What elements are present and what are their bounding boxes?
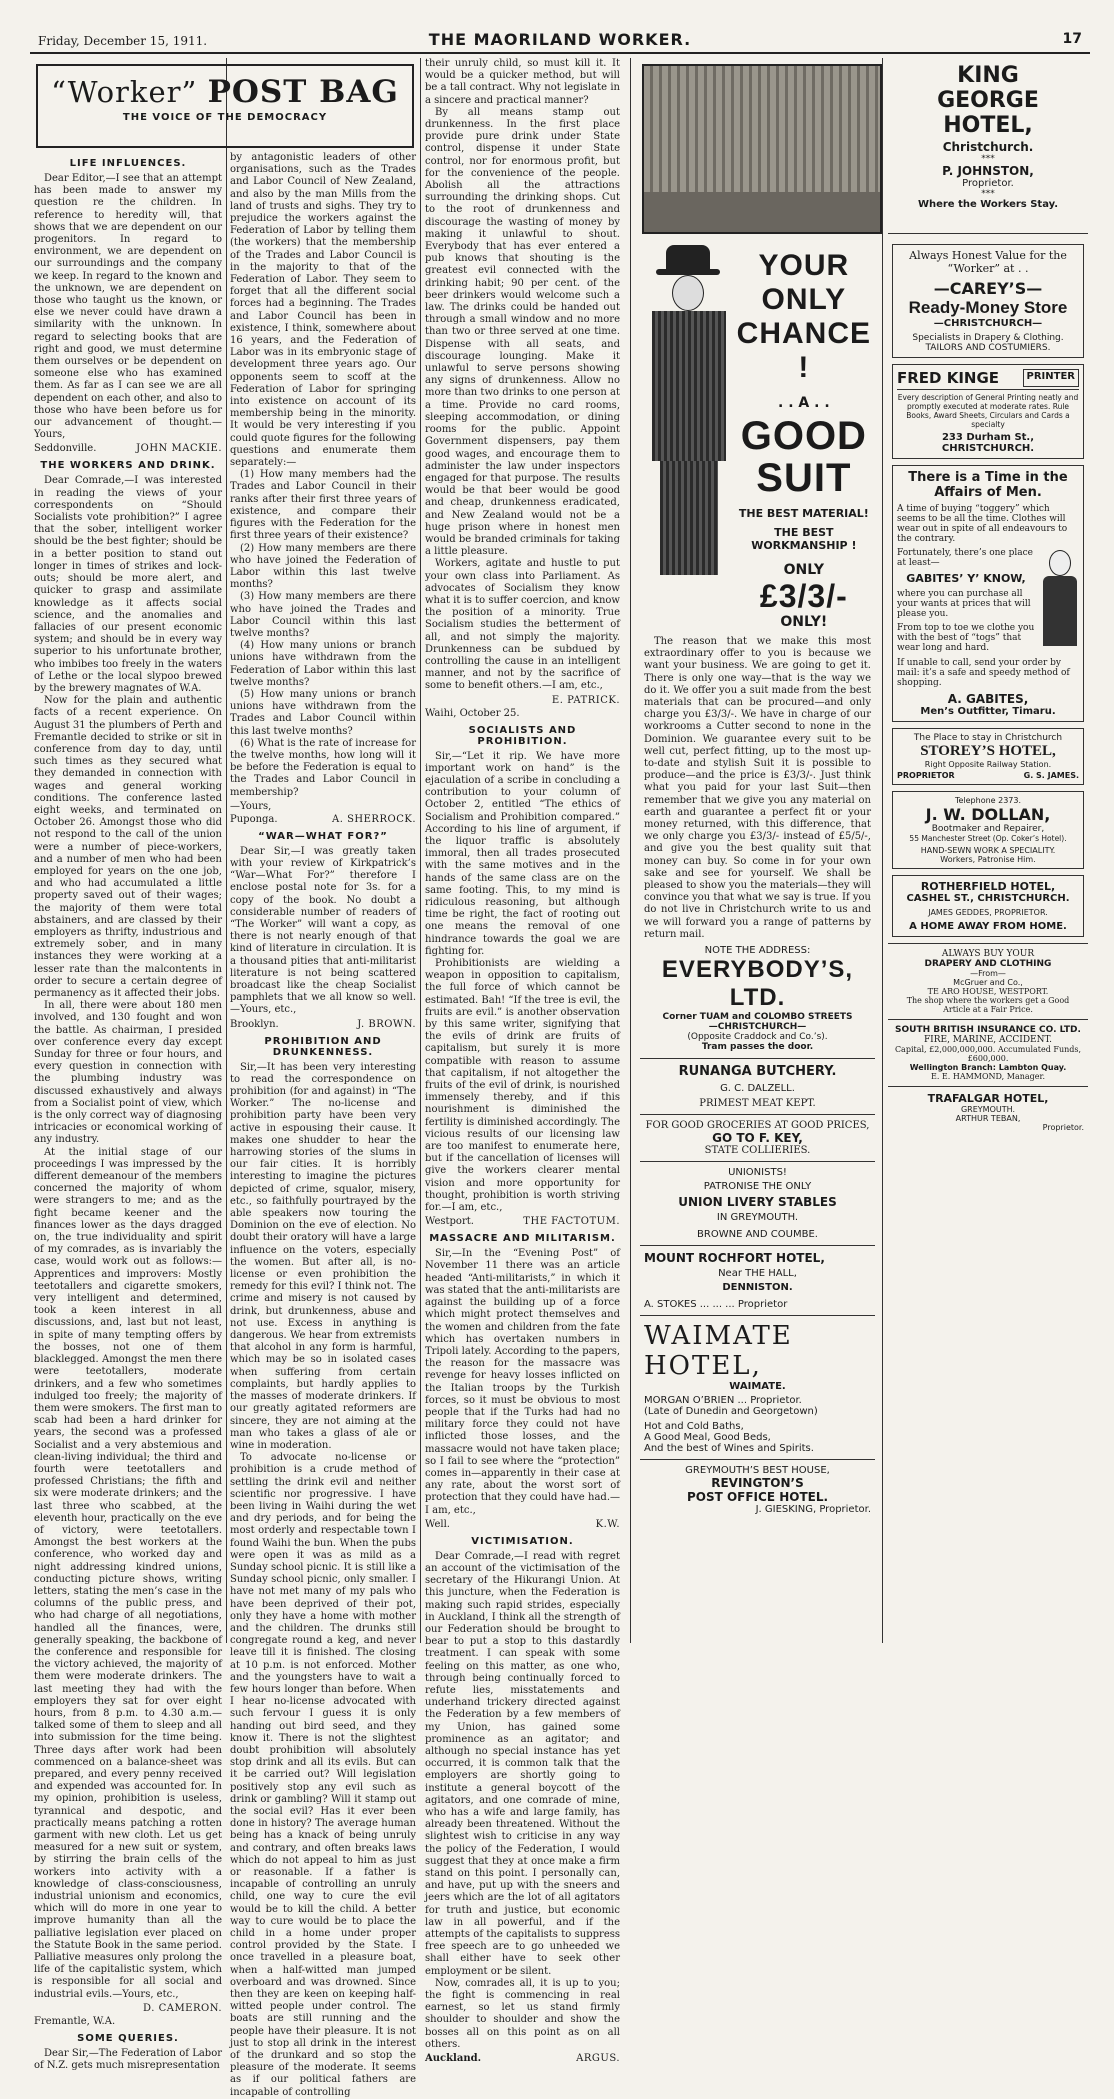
ad-proprietor: Proprietor.: [962, 178, 1014, 189]
ad-title: MOUNT ROCHFORT HOTEL,: [644, 1251, 825, 1266]
rotherfield-hotel-ad: [892, 875, 1084, 937]
article-paragraph: Sir,—It has been very interesting to read the correspondence on prohibition (for and against) in “The Worker.” The no-license and prohibition party have been very active in espousing their cause. It makes one shudder to hear the harrowing stories of the slums in our fair cities. It is horribly interesting to imagine the pictures depicted of crime, squalor, misery, etc., so faithfully pourtrayed by the able speakers now touring the Dominion on the eve of election. No doubt their oratory will have a large influence on the voters, especially the women. But after all, is no-license or even prohibition the remedy for this evil? I think not. The crime and misery is not caused by drink, but drunkenness, abuse and not use. Excess in anything is dangerous. We hear from extremists that alcohol in any form is harmful, which may be so in isolated cases when suffering from certain complaints, but hardly applies to the masses of moderate drinkers. If our greatly agitated reformers are sincere, they are not aiming at the man who takes a glass of ale or wine in moderation.: [230, 1061, 416, 1451]
ad-only-2: ONLY!: [780, 614, 828, 630]
newspaper-name: THE MAORILAND WORKER.: [428, 30, 692, 49]
ad-body-text: The reason that we make this most extraordinary offer to you is because we want your business. We are going to get it. There is only one way—that is the way we do it. We offer you a suit made from the best materials that can be procured—and only charge you £3/3/-. We have in charge of our workrooms a Cutter second to none in the Dominion. We guarantee every suit to be well cut, perfect fitting, up to the most up-to-date and stylish Suit it is possible to produce—and the price is £3/3/-. Just think what you paid for your last Suit—then remember that we give you any material on earth and guarantee a perfect fit or your money returned, with this difference, that we only charge you £3/3/- instead of £5/5/-, and give you the best quality suit that money can buy. So come in for your own sake and see for yourself. We shall be pleased to show you the materials—they will convince you that what we say is true. If you do not live in Christchurch write to us and we will forward you a range of patterns by return mail.: [644, 636, 871, 940]
ad-only: ONLY: [783, 562, 825, 578]
letter-signature: [425, 1519, 620, 1530]
signature-name: E. PATRICK.: [551, 694, 620, 706]
signature-name: ARGUS.: [576, 2053, 620, 2065]
ad-name: ROTHERFIELD HOTEL,: [920, 880, 1056, 893]
article-paragraph: At the initial stage of our proceedings I was impressed by the different demeanour of the members concerned the majority of whom were strangers to me; and as the fight became keener and the finances lower as the days dragged on, the true individuality and spirit of my comrades, as is invariably the case, would work out as follows:—Apprentices and improvers: Mostly teetotallers and cigarette smokers, very intelligent and determined, took a keen interest in all discussions, and, last but not least, in spite of many tempting offers by the bosses, not one of them blacklegged. Amongst the men there were teetotallers, moderate drinkers, and a few who sometimes indulged too freely; the majority of them were smokers. The first man to scab had been a hard drinker for years, the second was a professed Socialist and a very abstemious and clean-living individual; the third and fourth were teetotallers and professed Christians; the fifth and six were moderate drinkers; and the last three who scabbed, at the eleventh hour, practically on the eve of victory, were teetotallers. Amongst the best workers at the conference, who worked day and night addressing kindred unions, conducting picture shows, writing letters, stating the men’s case in the columns of the public press, and who had charge of all negotiations, handled all the finances, were, generally speaking, the backbone of the conference and responsible for the victory achieved, the majority of them were moderate drinkers. The last meeting they had with the employers they sat for over eight hours, from 8 p.m. to 4.30 a.m.—talked some of them to sleep and all into submission for the time being. Three days after work had been commenced on a balance-sheet was prepared, and every penny received and expended was accounted for. In my opinion, prohibition is useless, tyrannical and despotic, and practically means patching a rotten garment with new cloth. Let us get measured for a new suit or system, by stirring the brain cells of the workers into activity with a knowledge of class-consciousness, industrial unionism and economics, which will do more in one year to improve humanity than all the palliative legislation ever placed on the Statute Book in the same period. Palliative measures only prolong the life of the capitalistic system, which is responsible for all social and industrial evils.—Yours, etc.,: [34, 1146, 222, 2000]
letter-signature: [230, 1019, 416, 1030]
page-header: [30, 28, 1090, 54]
page-number: 17: [1062, 31, 1082, 47]
article-heading: LIFE INFLUENCES.: [69, 158, 187, 169]
ad-line: And the best of Wines and Spirits.: [644, 1443, 814, 1455]
letter-signature-place: [425, 708, 620, 719]
ad-name: GABITES’ Y’ KNOW,: [906, 572, 1026, 585]
letter-signature: [230, 814, 416, 825]
ad-name: STOREY’S HOTEL,: [920, 743, 1056, 759]
signature-place: Auckland.: [425, 2053, 482, 2065]
post-bag-title: [38, 74, 412, 110]
ad-proprietor-name: G. S. JAMES.: [1023, 771, 1079, 780]
ad-line: UNION LIVERY STABLES: [678, 1195, 837, 1210]
ad-line: If unable to call, send your order by mail: it’s a safe and speedy method of shopping.: [897, 658, 1070, 688]
letter-signature: [34, 443, 222, 454]
ad-line: Capital, £2,000,000,000. Accumulated Funds, £600,000.: [894, 1045, 1082, 1063]
article-paragraph: Now, comrades all, it is up to you; the fight is commencing in real earnest, so let us stand firmly shoulder to shoulder and show the bosses all on this point as on all others.: [425, 1977, 620, 2050]
ad-good-suit: GOOD SUIT: [740, 414, 867, 500]
article-paragraph: Now for the plain and authentic facts of a recent experience. On August 31 the plumbers of Perth and Fremantle decided to strike or sit in conference from day to day, until such times as they secured what they demanded in connection with wages and general working conditions. The conference lasted eight weeks, and terminated on October 26. Amongst those who did not respond to the call of the union were a number of piece-workers, and a number of men who had been employed for years on the one job, and who had accumulated a little property saved out of their wages; the majority of them were total abstainers, and are classed by their employers as thrifty, industrious and extremely sober, and in many instances they were working at a lesser rate than the malcontents in order to secure a certain degree of permanency as it affected their jobs.: [34, 695, 222, 999]
column-rule: [630, 58, 631, 1643]
ad-note-address: NOTE THE ADDRESS:: [704, 945, 811, 957]
ad-line: A. STOKES ... ... ... Proprietor: [644, 1299, 788, 1311]
ad-line: (Late of Dunedin and Georgetown): [644, 1406, 818, 1418]
ad-line: E. E. HAMMOND, Manager.: [931, 1072, 1045, 1081]
article-paragraph: Sir,—In the “Evening Post” of November 11 there was an article headed “Anti-militarists,” in which it was stated that the anti-militarists are against the building up of a force which might protect themselves and the women and children from the fate which has overtaken numbers in Tripoli lately. According to the papers, the reason for the massacre was revenge for heavy losses inflicted on the Italian troops by the Turkish forces, so it must be obvious to most people that if the Turks had had no military force they could not have inflicted those losses, and the massacre would not have taken place; so I fail to see where the “protection” comes in—apparently in their case at any rate, about the worst sort of protection that they could have had.—I am, etc.,: [425, 1248, 621, 1516]
post-bag-banner: [36, 64, 414, 148]
article-paragraph: their unruly child, so must kill it. It would be a quicker method, but will be a tall contract. Why not legislate in a sincere and practical manner?: [425, 58, 620, 106]
ad-store: Ready-Money Store: [908, 298, 1068, 317]
ad-proprietor-label: PROPRIETOR: [897, 771, 955, 780]
letter-signature-place: [34, 2016, 222, 2027]
mcgruer-drapery-ad: [888, 943, 1088, 1020]
column-rule: [882, 58, 883, 1643]
ad-best-material: THE BEST MATERIAL!: [738, 507, 869, 520]
ad-line: 55 Manchester Street (Op. Coker’s Hotel).: [909, 834, 1067, 843]
trafalgar-hotel-ad: [888, 1087, 1088, 1137]
ad-line: HAND-SEWN WORK A SPECIALITY.: [920, 846, 1056, 855]
king-george-hotel-illustration: [642, 64, 882, 234]
signature-place: Seddonville.: [34, 443, 97, 455]
signature-closing: —Yours,: [230, 800, 272, 812]
post-bag-title-main: POST BAG: [207, 74, 399, 110]
ad-line: FOR GOOD GROCERIES AT GOOD PRICES,: [645, 1120, 870, 1132]
article-heading: MASSACRE AND MILITARISM.: [429, 1233, 616, 1245]
signature-place: Westport.: [425, 1216, 474, 1228]
ad-signature: A. GABITES,: [947, 692, 1029, 706]
ad-city: —CHRISTCHURCH—: [708, 1022, 807, 1033]
ad-line: A Good Meal, Good Beds,: [644, 1432, 771, 1444]
ad-headline: YOUR ONLY CHANCE !: [736, 249, 872, 384]
ad-line: Fortunately, there’s one place at least—: [897, 548, 1033, 568]
ad-trade: PRINTER: [1023, 369, 1079, 387]
mount-rochfort-hotel-ad: [640, 1246, 875, 1316]
ad-line: POST OFFICE HOTEL.: [686, 1490, 829, 1505]
signature-place: Puponga.: [230, 813, 278, 825]
ad-line: —From—: [970, 969, 1006, 978]
ad-line: Near THE HALL,: [718, 1268, 797, 1280]
ad-line: GEORGE: [937, 88, 1039, 113]
question-1: (1) How many members had the Trades and Labor Council in their ranks after their first three years of existence, and compare their figures with the Federation for the first three years of their existence?: [230, 469, 416, 542]
ad-line: STATE COLLIERIES.: [704, 1145, 811, 1157]
signature-place: Brooklyn.: [230, 1018, 279, 1030]
ad-price: £3/3/-: [759, 578, 848, 614]
ad-line: Bootmaker and Repairer,: [931, 824, 1045, 834]
ad-line: McGruer and Co.,: [953, 978, 1023, 987]
ad-slogan: A HOME AWAY FROM HOME.: [909, 921, 1067, 932]
careys-store-ad: [892, 244, 1084, 358]
ad-a: . . A . .: [778, 395, 830, 411]
signature-place: Well.: [425, 1518, 450, 1530]
f-key-groceries-ad: [640, 1115, 875, 1162]
ad-separator: ***: [981, 189, 995, 199]
man-in-suit-illustration: [644, 245, 733, 575]
column-2: [226, 152, 420, 2098]
letter-signature: [425, 695, 620, 706]
ad-line: FIRE, MARINE, ACCIDENT.: [923, 1035, 1053, 1045]
ad-owner: P. JOHNSTON,: [942, 164, 1034, 178]
ad-name: FRED KINGE: [897, 369, 1000, 387]
runanga-butchery-ad: [640, 1059, 875, 1115]
ad-line: A time of buying “toggery” which seems to be all the time. Clothes will wear out in spite of all endeavours to the contrary.: [897, 504, 1068, 544]
ad-name: —CAREY’S—: [933, 279, 1043, 298]
ad-line: BROWNE AND COUMBE.: [697, 1229, 818, 1241]
signature-place: Waihi, October 25.: [425, 707, 520, 719]
article-heading: PROHIBITION AND DRUNKENNESS.: [264, 1035, 382, 1058]
column-4: [640, 240, 875, 1643]
article-heading: “WAR—WHAT FOR?”: [258, 830, 388, 842]
storeys-hotel-ad: [892, 728, 1084, 785]
ad-line: KING: [957, 63, 1019, 88]
ad-line: PATRONISE THE ONLY: [703, 1181, 812, 1193]
ad-line: ARTHUR TEBAN,: [955, 1114, 1021, 1123]
everybodys-suit-ad: [640, 240, 875, 1059]
post-bag-subtitle: THE VOICE OF THE DEMOCRACY: [122, 112, 328, 123]
ad-line: TE ARO HOUSE, WESTPORT.: [927, 987, 1049, 996]
gentleman-illustration: [1039, 544, 1079, 654]
ad-line: The shop where the workers get a Good Article at a Fair Price.: [906, 996, 1070, 1014]
article-paragraph: Workers, agitate and hustle to put your own class into Parliament. As advocates of Socialism they know what it is to suffer coercion, and know the position of a minority. True Socialism studies the betterment of all, and not simply the majority. Drunkenness can be subdued by controlling the cause in an intelligent manner, and not by the sacrifice of some to benefit others.—I am, etc.,: [425, 558, 620, 692]
ad-line: WAIMATE.: [729, 1381, 786, 1393]
ad-line: REVINGTON’S: [711, 1476, 804, 1491]
ad-opposite: (Opposite Craddock and Co.’s).: [687, 1032, 828, 1043]
signature-name: JOHN MACKIE.: [136, 443, 222, 455]
ad-owner: G. C. DALZELL.: [720, 1083, 795, 1095]
ad-line: where you can purchase all your wants at prices that will please you.: [897, 589, 1031, 619]
column-3: [420, 58, 625, 2065]
signature-name: THE FACTOTUM.: [523, 1216, 620, 1228]
ad-line: J. GIESKING, Proprietor.: [755, 1504, 871, 1516]
article-paragraph: In all, there were about 180 men involved, and 130 fought and won the battle. As chairman, I presided over conference every day except Sunday for three or four hours, and every question in connection with the plumbing industry was discussed exhaustively and always from a Socialist point of view, which is the only correct way of diagnosing intricacies or economical working of any industry.: [34, 1000, 222, 1146]
ad-line: Telephone 2373.: [954, 796, 1022, 805]
ad-line: TAILORS AND COSTUMIERS.: [925, 343, 1051, 353]
article-paragraph: Dear Comrade,—I read with regret an account of the victimisation of the secretary of the Hikurangi Union. At this juncture, when the Federation is making such rapid strides, especially in Auckland, I think all the strength of our Federation should be brought to bear to put a stop to this dastardly treatment. I can speak with some feeling on this matter, as one who, through being continually forced to refute lies, misstatements and underhand trickery directed against the Federation by a few members of my Union, has gained some prominence as an agitator; and although no special instance has yet occurred, it is common talk that the employers are shortly going to institute a general boycott of the agitators, and one comrade of mine, who has a wife and large family, has already been threatened. Without the slightest wish to criticise in any way the policy of the Federation, I would suggest that they at once make a firm stand on this point. I personally can, and have, put up with the sneers and jeers which are the lot of all agitators for truth and justice, but economic law in all powerful, and if the attempts of the capitalists to suppress free speech are to go unheeded we shall either have to seek other employment or be silent.: [425, 1550, 620, 1977]
post-bag-title-quote: “Worker”: [51, 75, 198, 109]
ad-line: UNIONISTS!: [728, 1167, 787, 1179]
ad-slogan: Where the Workers Stay.: [917, 199, 1059, 210]
article-paragraph: Dear Editor,—I see that an attempt has been made to answer my question re the children. In reference to heredity will, that shows that we are dependent on our progenitors. In regard to environment, we are dependent on our surroundings and the company we keep. In regard to the known and the unknown, we are dependent on those who taught us the known, or else we never could have drawn a similarity with the unknown. In regard to selecting books that are right and good, we must determine them ourselves or be dependent on someone else who has examined them. As far as I can see we are all dependent on each other, and also to those who have been before us for our advancement of thought.—Yours,: [34, 173, 222, 441]
question-2: (2) How many members are there who have joined the Federation of Labor within this last twelve months?: [230, 542, 416, 591]
post-office-hotel-ad: [640, 1460, 875, 1520]
ad-line: GO TO F. KEY,: [712, 1131, 803, 1146]
ad-name: SOUTH BRITISH INSURANCE CO. LTD.: [895, 1025, 1081, 1035]
ad-line: ALWAYS BUY YOUR: [941, 949, 1035, 959]
ad-line: CASHEL ST., CHRISTCHURCH.: [906, 893, 1070, 904]
gabites-outfitter-ad: [892, 465, 1084, 722]
ad-line: Specialists in Drapery & Clothing.: [912, 333, 1064, 343]
letter-signature: [230, 801, 416, 812]
ad-line: JAMES GEDDES, PROPRIETOR.: [928, 908, 1048, 917]
dollan-bootmaker-ad: [892, 791, 1084, 869]
article-heading: THE WORKERS AND DRINK.: [40, 460, 216, 472]
article-paragraph: Prohibitionists are wielding a weapon in opposition to capitalism, the full force of which cannot be estimated. Bah! “If the tree is evil, the fruits are evil.” is another observation by this same writer, signifying that the evils of drink are fruits of capitalism, but surely it is more compatible with reason to assume that capitalism, if not altogether the fruits of the evil of drink, is nourished immensely thereby, and if this nourishment is diminished the fertility is diminished accordingly. The vicious results of our licensing law are too manifest to enumerate here, but if the cancellation of licenses will give the workers clearer mental vision and more opportunity for thought, prohibition is worth striving for.—I am, etc.,: [425, 958, 620, 1214]
column-5: [888, 58, 1088, 1643]
question-6: (6) What is the rate of increase for the twelve months, how long will it be before the Federation is equal to the Trades and Labor Council in membership?: [230, 737, 416, 798]
question-4: (4) How many unions or branch unions have withdrawn from the Federation of Labor within this last twelve months?: [230, 640, 416, 688]
signature-name: A. SHERROCK.: [331, 813, 416, 825]
article-heading: VICTIMISATION.: [471, 1535, 574, 1547]
ad-signature-2: Men’s Outfitter, Timaru.: [920, 706, 1056, 717]
union-livery-stables-ad: [640, 1162, 875, 1246]
ad-title: There is a Time in the Affairs of Men.: [908, 470, 1068, 500]
ad-line: GREYMOUTH’S BEST HOUSE,: [685, 1465, 830, 1477]
question-5: (5) How many unions or branch unions have withdrawn from the Trades and Labor Council within this last twelve months?: [230, 688, 416, 737]
article-heading: SOCIALISTS AND PROHIBITION.: [468, 724, 577, 747]
ad-line: MORGAN O’BRIEN ... Proprietor.: [644, 1395, 802, 1407]
article-paragraph: Dear Comrade,—I was interested in reading the views of your correspondents on “Should Socialists vote prohibition?” I agree that the sober, intelligent worker should be the best fighter; should be in a better position to stand out longer in times of strikes and lock-outs; should be more alert, and quicker to grasp and assimilate knowledge as it affects social science, and the anomalies and fallacies of our present economic system; and should be in every way superior to his unfortunate brother, who imbibes too freely in the waters of Lethe or the local slypoo brewed by the brewery magnates of W.A.: [34, 475, 222, 694]
signature-name: D. CAMERON.: [143, 2002, 222, 2014]
ad-tram: Tram passes the door.: [701, 1042, 814, 1053]
ad-title: WAIMATE HOTEL,: [644, 1321, 793, 1382]
ad-line: Always Honest Value for the “Worker” at . .: [909, 249, 1067, 275]
ad-line: HOTEL,: [943, 113, 1033, 138]
ad-separator: ***: [981, 154, 995, 164]
king-george-hotel-ad: [888, 58, 1088, 234]
waimate-hotel-ad: [640, 1316, 875, 1460]
ad-desc: Every description of General Printing neatly and promptly executed at moderate rates. Rule Books, Award Sheets, Circulars and Cards a specialty: [897, 393, 1079, 429]
ad-address: 233 Durham St., CHRISTCHURCH.: [941, 432, 1035, 454]
ad-best-workmanship: THE BEST WORKMANSHIP !: [751, 526, 857, 552]
letter-signature: [34, 2003, 222, 2014]
article-paragraph: By all means stamp out drunkenness. In the first place provide pure drink under State control, dispense it under State control, nor for enormous profit, but for the convenience of the people. Abolish all the attractions surrounding the drinking shops. Cut to the root of drunkenness and discourage the wasting of money by making it unlawful to shout. Everybody that has ever entered a pub knows that shouting is the greatest evil connected with the drinking habit; 90 per cent. of the beer drinkers would welcome such a law. The drinks could be handed out through a small window and no more than two or three served at one time. Dispense with all seats, and discourage lounging. Make it unlawful to serve persons showing any signs of drunkenness. Allow no more than two drinks to one person at a time. Provide no card rooms, sleeping accommodation, or dining rooms for the public. Appoint Government dispensers, pay them good wages, and encourage them to administer the law under inspectors engaged for that purpose. The results would be that beer would be good and cheap, drunkenness eradicated, and New Zealand would not be a huge prison where in honest men would be branded criminals for taking a little pleasure.: [425, 106, 621, 558]
ad-slogan: PRIMEST MEAT KEPT.: [699, 1098, 816, 1110]
article-paragraph: Dear Sir,—I was greatly taken with your review of Kirkpatrick’s “War—What For?” therefore I enclose postal note for 3s. for a copy of the book. No doubt a considerable number of readers of “The Worker” will want a copy, as there is not nearly enough of that kind of literature in circulation. It is a thousand pities that anti-militarist literature is not being scattered broadcast like the cheap Socialist pamphlets that we all know so well.—Yours, etc.,: [230, 845, 416, 1016]
question-3: (3) How many members are there who have joined the Trades and Labor Council within this last twelve months?: [230, 591, 416, 639]
ad-line: Workers, Patronise Him.: [940, 855, 1036, 864]
article-paragraph: To advocate no-license or prohibition is a crude method of settling the drink evil and neither scientific nor progressive. I have been living in Waihi during the wet and dry periods, and for being the most orderly and respectable town I found Waihi the bun. When the pubs were open it was as mild as a Sunday school picnic. It is still like a Sunday school picnic, only smaller. I have not met many of my pals who have been deprived of their pot, only they have a home with mother and the children. The drunks still congregate round a keg, and never leave till it is finished. The closing at 10 p.m. is not enforced. Mother and the youngsters have to wait a few hours longer than before. When I hear no-license advocated with such fervour I guess it is only handing out bird seed, and they know it. There is not the slightest doubt prohibition will absolutely stop drink and all its evils. But can it be carried out? Will legislation positively stop any evil such as drink or gambling? Will it stamp out the social evil? Has it ever been done in history? The average human being has a knack of being unruly and contrary, and often breaks laws which do not appeal to him as just or reasonable. If a father is incapable of controlling an unruly child, one way to cure the evil would be to kill the child. A better way to cure would be to place the child in a home under proper control provided by the State. I once travelled in a pleasure boat, when a half-witted man jumped overboard and was drowned. Since then they are keen on keeping half-witted people under control. The boats are still running and the people have their pleasure. It is not just to stop all drink in the interest of the drunkard and so stop the pleasure of the moderate. It seems as if our political fathers are incapable of controlling: [230, 1452, 416, 2098]
ad-line: GREYMOUTH.: [960, 1105, 1016, 1114]
article-paragraph: Sir,—“Let it rip. We have more important work on hand” is the ejaculation of a scribe in concluding a contribution to your column of October 2, entitled “The ethics of Socialism and Prohibition compared.” According to his line of argument, if the liquor traffic is absolutely immoral, then all trades prosecuted with the same motives and in the hands of the same class are on the same footing. This, to my mind is ridiculous reasoning, but although time be right, the fact of rooting out one means the removal of one hindrance towards the goal we are fighting for.: [425, 750, 620, 957]
ad-line: DENNISTON.: [722, 1282, 793, 1294]
ad-title: RUNANGA BUTCHERY.: [678, 1064, 837, 1080]
letter-signature: [425, 2053, 620, 2064]
ad-line: The Place to stay in Christchurch: [913, 733, 1063, 743]
ad-line: DRAPERY AND CLOTHING: [924, 959, 1052, 969]
south-british-insurance-ad: [888, 1020, 1088, 1087]
ad-store-name: EVERYBODY’S, LTD.: [661, 956, 854, 1012]
ad-city: Christchurch.: [942, 140, 1034, 154]
article-heading: SOME QUERIES.: [77, 2032, 179, 2044]
ad-line: Proprietor.: [1042, 1123, 1084, 1132]
signature-name: J. BROWN.: [357, 1018, 416, 1030]
ad-line: Right Opposite Railway Station.: [924, 760, 1052, 769]
letter-signature: [425, 1216, 620, 1227]
issue-date: Friday, December 15, 1911.: [38, 34, 208, 48]
ad-line: Hot and Cold Baths,: [644, 1421, 744, 1433]
ad-line: IN GREYMOUTH.: [716, 1212, 799, 1224]
column-1: [30, 152, 226, 2072]
article-paragraph: by antagonistic leaders of other organisations, such as the Trades and Labor Council of New Zealand, and also by the man Mills from the land of trusts and sighs. They try to prejudice the workers against the Federation of Labor by telling them (the workers) that the membership of the Trades and Labor Council is in the majority to that of the Federation of Labor. They seem to forget that all the different social forces had a beginning. The Trades and Labor Council has been in existence, I think, somewhere about 16 years, and the Federation of Labor was in its embryonic stage of development three years ago. Our opponents seem to scoff at the Federation of Labor for springing into existence on account of its membership being in the minority. It would be very interesting if you could quote figures for the following questions and enumerate them separately:—: [230, 152, 416, 469]
ad-name: J. W. DOLLAN,: [925, 805, 1051, 824]
signature-place: Fremantle, W.A.: [34, 2015, 116, 2027]
signature-name: K.W.: [595, 1518, 620, 1530]
ad-corner: Corner TUAM and COLOMBO STREETS: [662, 1012, 853, 1023]
ad-line: Wellington Branch: Lambton Quay.: [909, 1063, 1067, 1072]
ad-city: —CHRISTCHURCH—: [933, 318, 1043, 329]
ad-name: TRAFALGAR HOTEL,: [927, 1092, 1049, 1105]
article-paragraph: Dear Sir,—The Federation of Labor of N.Z. gets much misrepresentation: [34, 2047, 222, 2072]
fred-kinge-printer-ad: [892, 364, 1084, 459]
ad-line: From top to toe we clothe you with the best of “togs” that wear long and hard.: [897, 623, 1035, 653]
